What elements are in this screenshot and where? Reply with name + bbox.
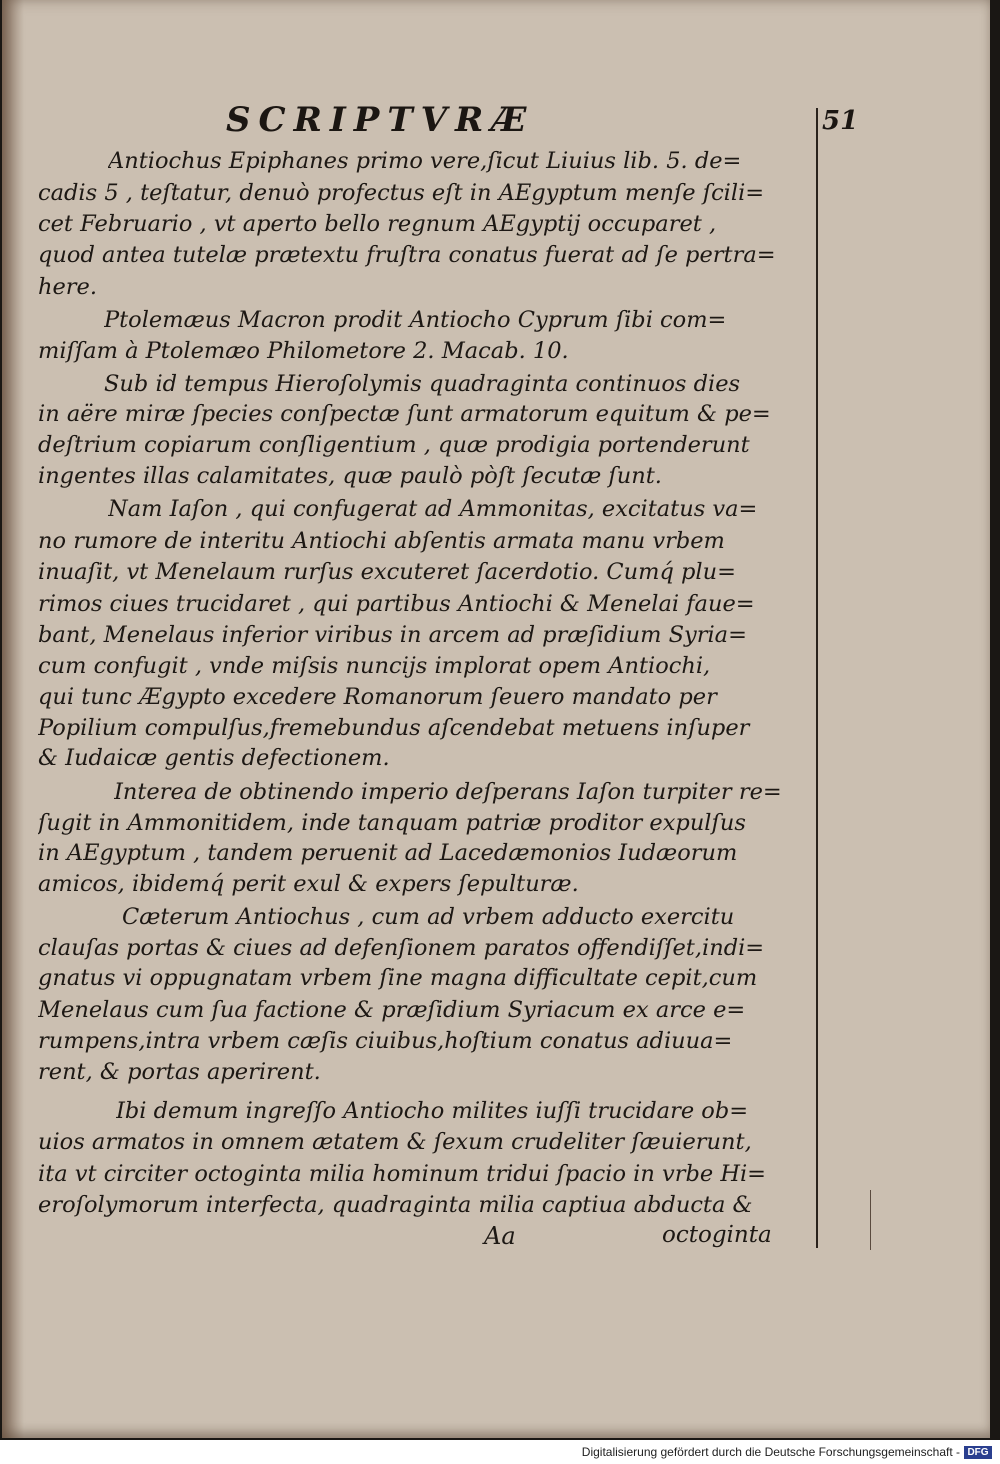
text-line: Interea de obtinendo imperio deſperans Iaſon turpiter re= — [114, 779, 782, 805]
text-line: qui tunc Ægypto excedere Romanorum ſeuero mandato per — [38, 684, 717, 710]
text-line: ingentes illas calamitates, quæ paulò pòſt ſecutæ ſunt. — [38, 463, 662, 489]
text-line: quod antea tutelæ prætextu fruſtra conatus fuerat ad ſe pertra= — [38, 242, 776, 268]
text-line: cadis 5 , teſtatur, denuò profectus eſt in AEgyptum menſe ſcili= — [38, 180, 765, 206]
text-line: cum confugit , vnde miſsis nuncijs implorat opem Antiochi, — [38, 653, 711, 679]
text-line: rent, & portas aperirent. — [38, 1059, 321, 1085]
running-head: SCRIPTVRÆ — [226, 100, 535, 140]
text-line: amicos, ibidemq́ perit exul & expers ſepulturæ. — [38, 871, 579, 897]
text-line: & Iudaicæ gentis defectionem. — [38, 745, 390, 771]
text-line: no rumore de interitu Antiochi abſentis armata manu vrbem — [38, 528, 725, 554]
margin-rule-fragment — [870, 1190, 871, 1250]
text-line: inuaſit, vt Menelaum rurſus excuteret ſacerdotio. Cumq́ plu= — [38, 559, 736, 585]
text-line: ita vt circiter octoginta milia hominum tridui ſpacio in vrbe Hi= — [38, 1161, 767, 1187]
footer-credit: Digitalisierung gefördert durch die Deutsche Forschungsgemeinschaft - — [581, 1445, 960, 1459]
margin-rule — [816, 108, 818, 1248]
text-line: Ptolemæus Macron prodit Antiocho Cyprum ſibi com= — [104, 307, 727, 333]
text-line: gnatus vi oppugnatam vrbem ſine magna difficultate cepit,cum — [38, 965, 758, 991]
text-line: bant, Menelaus inferior viribus in arcem ad præſidium Syria= — [38, 622, 747, 648]
gutter-shadow — [2, 0, 24, 1438]
text-line: Popilium compulſus,fremebundus aſcendebat metuens inſuper — [38, 715, 750, 741]
text-line: miſſam à Ptolemæo Philometore 2. Macab. 10. — [38, 338, 569, 364]
signature-mark: Aa — [484, 1222, 516, 1250]
text-line: Sub id tempus Hieroſolymis quadraginta continuos dies — [104, 371, 741, 397]
text-line: Nam Iaſon , qui confugerat ad Ammonitas, excitatus va= — [108, 496, 758, 522]
text-line: rimos ciues trucidaret , qui partibus Antiochi & Menelai faue= — [38, 591, 755, 617]
text-line: deſtrium copiarum conſligentium , quæ prodigia portenderunt — [38, 432, 750, 458]
text-line: ſugit in Ammonitidem, inde tanquam patriæ proditor expulſus — [38, 810, 746, 836]
catchword: octoginta — [662, 1222, 772, 1248]
text-line: eroſolymorum interfecta, quadraginta milia captiua abducta & — [38, 1192, 753, 1218]
text-line: Menelaus cum ſua factione & præſidium Syriacum ex arce e= — [38, 997, 746, 1023]
text-line: uios armatos in omnem ætatem & ſexum crudeliter ſæuierunt, — [38, 1129, 752, 1155]
text-line: in aëre miræ ſpecies conſpectæ ſunt armatorum equitum & pe= — [38, 401, 771, 427]
text-line: in AEgyptum , tandem peruenit ad Lacedæmonios Iudæorum — [38, 840, 738, 866]
dfg-logo: DFG — [964, 1446, 992, 1459]
text-line: rumpens,intra vrbem cæſis ciuibus,hoſtium conatus adiuua= — [38, 1028, 733, 1054]
text-line: Cæterum Antiochus , cum ad vrbem adducto exercitu — [122, 904, 735, 930]
footer-bar — [0, 1440, 1000, 1464]
text-line: cet Februario , vt aperto bello regnum AEgyptij occuparet , — [38, 211, 717, 237]
text-line: Antiochus Epiphanes primo vere,ſicut Liuius lib. 5. de= — [108, 148, 742, 174]
page-number: 51 — [822, 106, 859, 136]
text-line: Ibi demum ingreſſo Antiocho milites iuſſi trucidare ob= — [116, 1098, 749, 1124]
text-line: clauſas portas & ciues ad defenſionem paratos offendiſſet,indi= — [38, 935, 765, 961]
text-line: here. — [38, 274, 98, 300]
